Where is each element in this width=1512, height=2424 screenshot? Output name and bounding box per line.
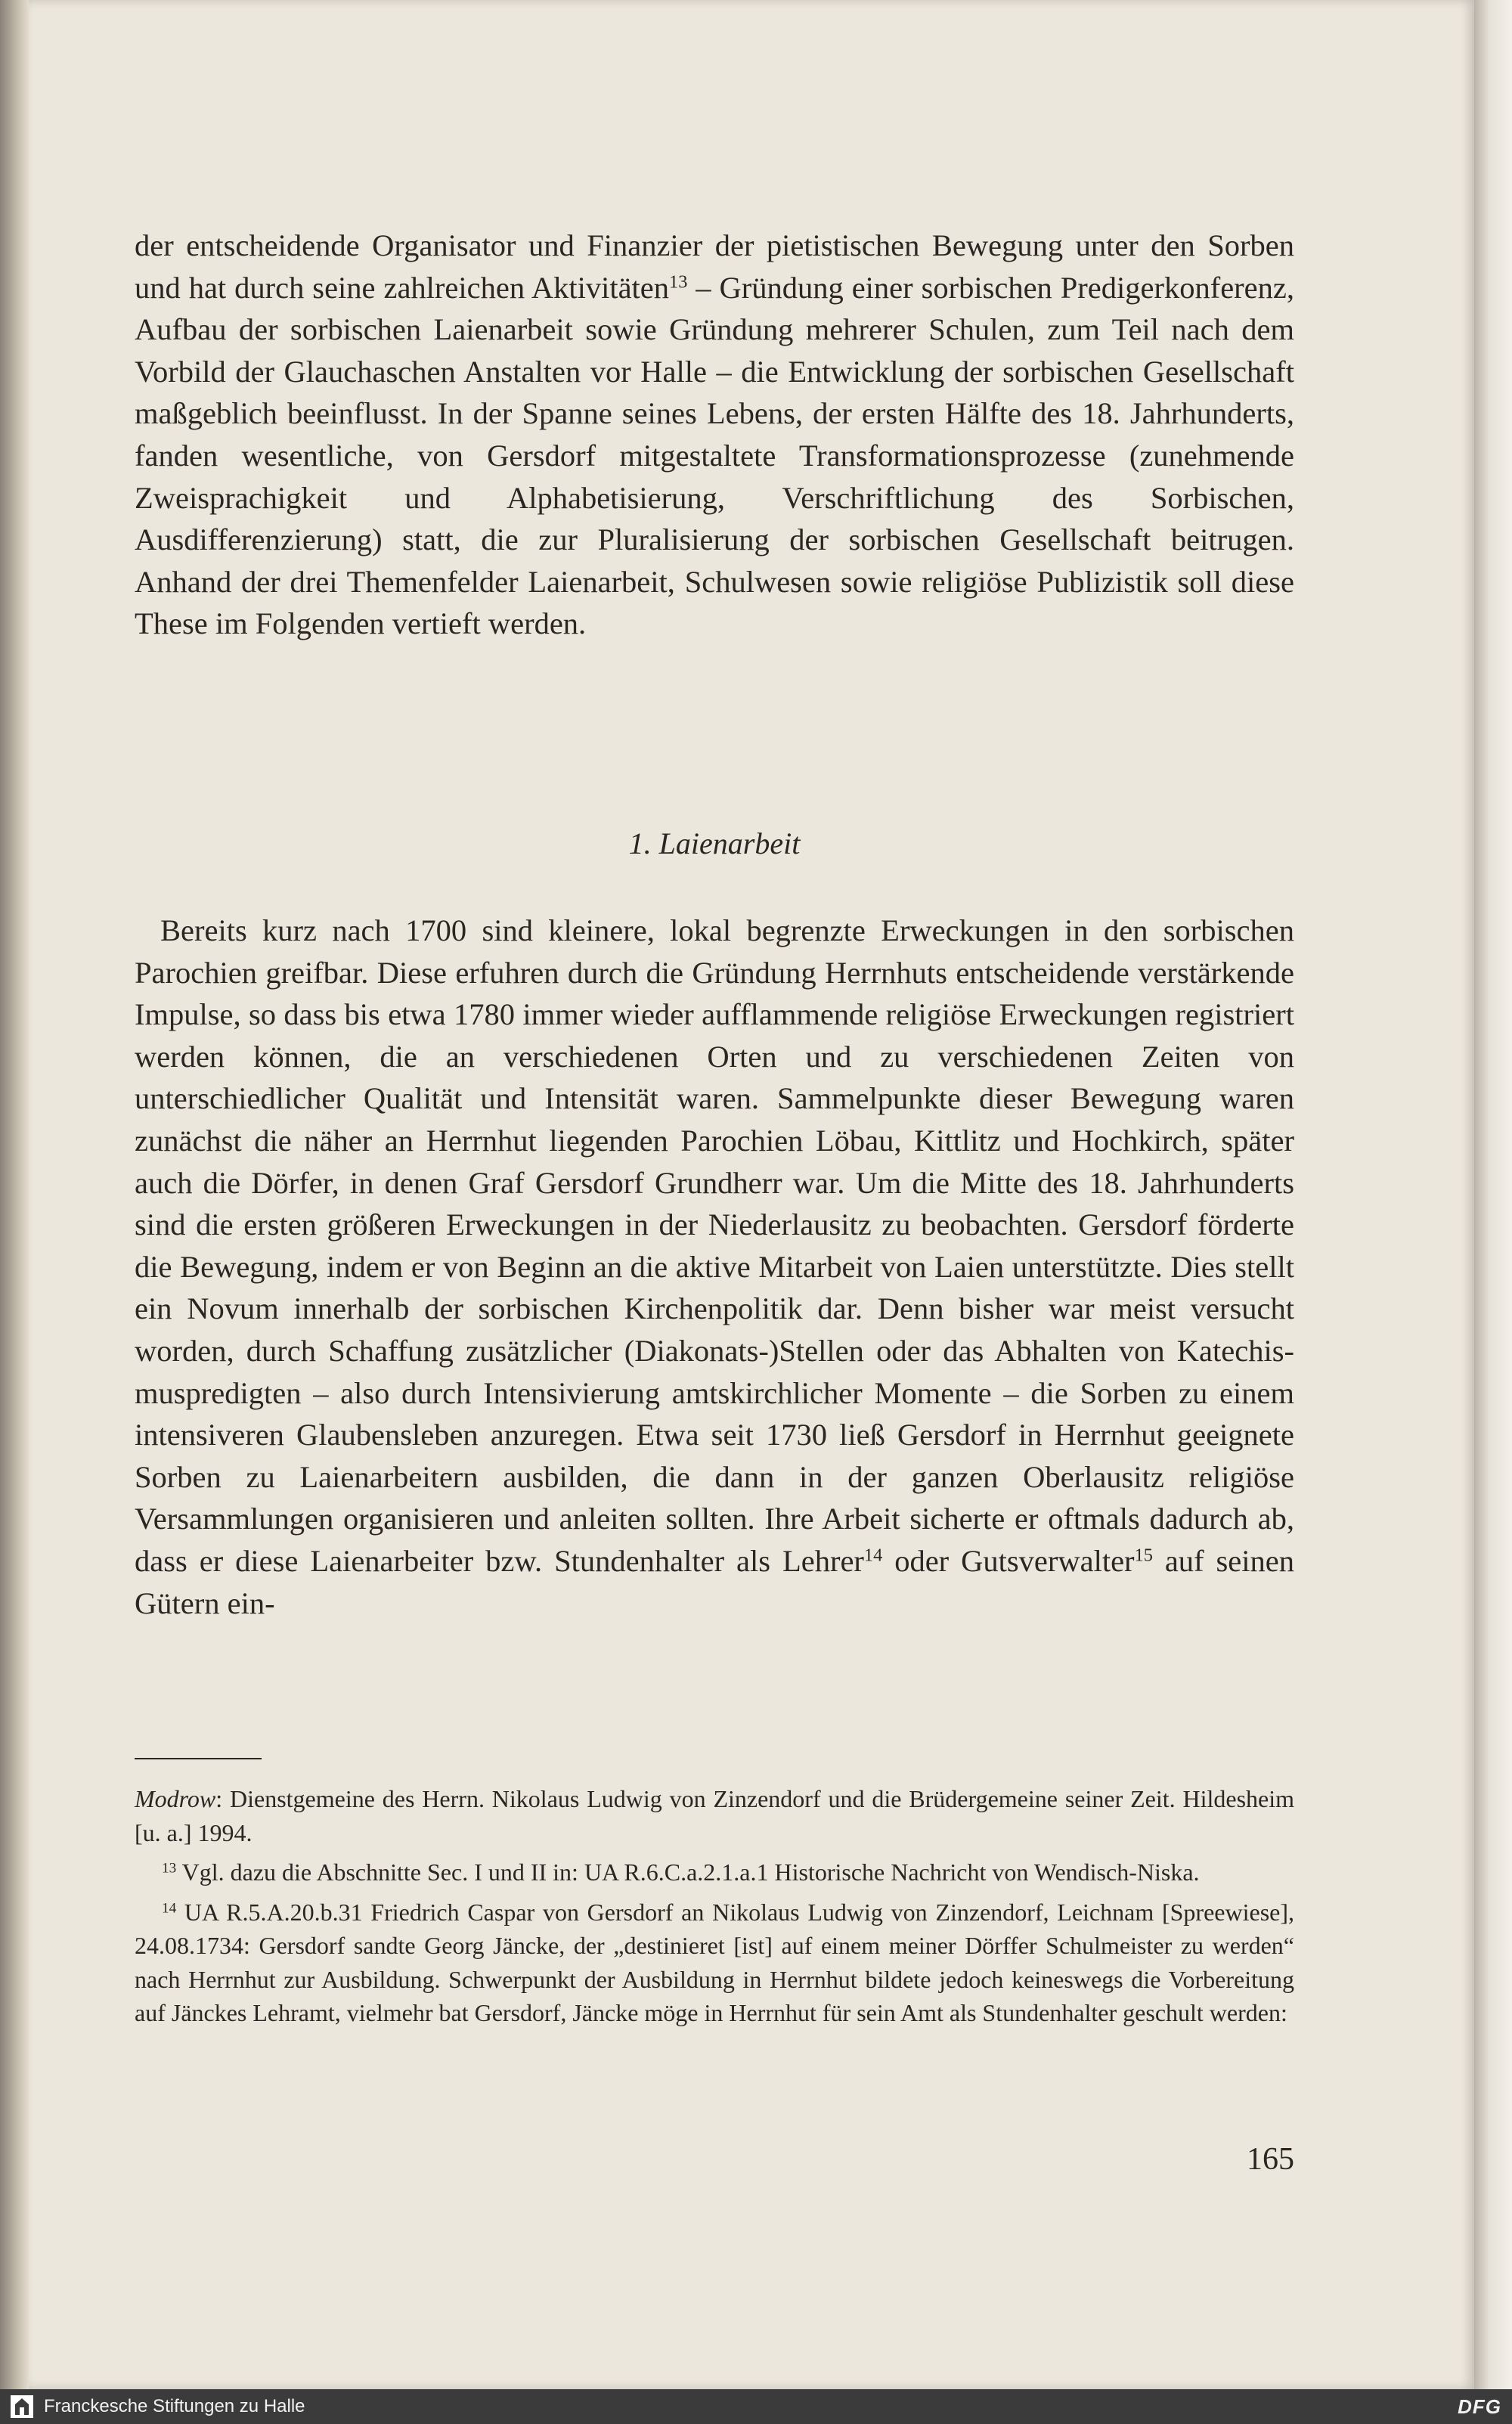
body-paragraph-1 bbox=[135, 225, 1294, 645]
page-stack-edge bbox=[1474, 0, 1512, 2389]
footnote-13-text: Vgl. dazu die Abschnitte Sec. I und II in: UA R.6.C.a.2.1.a.1 Historische Nachricht von Wendisch-Niska. bbox=[176, 1858, 1200, 1886]
adjacent-page-edge bbox=[0, 0, 29, 2389]
paragraph-2-end: auf seinen Gütern ein- bbox=[135, 1543, 1294, 1620]
footnote-continued bbox=[135, 1782, 1294, 1849]
paragraph-1-continuation: – Gründung einer sorbischen Predigerkonferenz, Aufbau der sorbischen Laienarbeit sowie Gründung mehrerer Schulen, zum Teil nach dem Vorbild der Glauchaschen Anstalten vor Halle – die Entwicklung der sorbischen Gesellschaft maßgeblich beeinflusst. In der Spanne seines Lebens, der ersten Hälfte des 18. Jahrhunderts, fanden wesentliche, von Gersdorf mitgestaltete Transformationsprozesse (zunehmende Zweisprachigkeit und Alphabetisierung, Verschriftlichung des Sorbischen, Ausdifferenzierung) statt, die zur Pluralisierung der sorbischen Gesellschaft beitrugen. Anhand der drei Themenfelder Laienarbeit, Schulwesen sowie religiöse Publizistik soll diese These im Folgenden vertieft werden. bbox=[135, 270, 1294, 641]
footnote-ref-15: 15 bbox=[1134, 1545, 1153, 1566]
footer-institution: Franckesche Stiftungen zu Halle bbox=[44, 2396, 305, 2416]
footnote-separator bbox=[135, 1758, 262, 1759]
paragraph-2-text: Bereits kurz nach 1700 sind kleinere, lokal begrenzte Erweckungen in den sorbischen Parochien greifbar. Diese erfuhren durch die Gründung Herrnhuts entscheidende verstärkende Impulse, so dass bis etwa 1780 immer wieder aufflammende religiöse Erweckungen registriert werden können, die an verschiedenen Orten und zu verschiedenen Zeiten von unterschiedlicher Qualität und Intensität waren. Sammelpunkte dieser Bewegung waren zunächst die näher an Herrnhut liegenden Parochien Löbau, Kittlitz und Hochkirch, später auch die Dörfer, in denen Graf Gersdorf Grundherr war. Um die Mitte des 18. Jahrhunderts sind die ersten größeren Erweckungen in der Niederlausitz zu beobachten. Gersdorf förderte die Bewegung, indem er von Beginn an die aktive Mitarbeit von Laien unterstützte. Dies stellt ein Novum innerhalb der sorbischen Kirchenpolitik dar. Denn bisher war meist versucht worden, durch Schaffung zusätzlicher (Diakonats-)Stellen oder das Abhalten von Katechismuspredigten – also durch Intensivierung amtskirchlicher Momente – die Sorben zu einem intensiveren Glaubensleben anzuregen. Etwa seit 1730 ließ Gersdorf in Herrnhut geeignete Sorben zu Laienarbeitern ausbilden, die dann in der ganzen Oberlausitz religiöse Versammlungen organisieren und anleiten sollten. Ihre Arbeit sicherte er oftmals dadurch ab, dass er diese Laienarbeiter bzw. Stundenhalter als Lehrer bbox=[135, 913, 1294, 1578]
body-paragraph-2 bbox=[135, 910, 1294, 1624]
footnote-14 bbox=[135, 1895, 1294, 2030]
footnote-14-text: UA R.5.A.20.b.31 Friedrich Caspar von Gersdorf an Nikolaus Ludwig von Zinzendorf, Leichnam [Spreewiese], 24.08.1734: Gersdorf sandte Georg Jäncke, der „destinieret [ist] auf einem meiner Dörffer Schulmeister zu werden“ nach Herrnhut zur Ausbildung. Schwerpunkt der Ausbildung in Herrnhut bildete jedoch keineswegs die Vorbereitung auf Jänckes Lehramt, vielmehr bat Gersdorf, Jäncke möge in Herrnhut für sein Amt als Stundenhalter geschult werden: bbox=[135, 1898, 1294, 2026]
footnote-ref-14: 14 bbox=[863, 1545, 883, 1566]
institution-logo-icon bbox=[11, 2395, 33, 2418]
footnote-13 bbox=[135, 1855, 1294, 1889]
footnote-continued-text: : Dienstgemeine des Herrn. Nikolaus Ludwig von Zinzendorf und die Brüdergemeine seiner Zeit. Hildesheim [u. a.] 1994. bbox=[135, 1785, 1294, 1846]
footnotes-block bbox=[135, 1782, 1294, 2036]
page-number: 165 bbox=[1247, 2142, 1294, 2177]
footnote-13-number: 13 bbox=[162, 1860, 177, 1877]
paragraph-2-middle: oder Gutsverwalter bbox=[882, 1543, 1135, 1578]
paragraph-1-text: der entscheidende Organisator und Finanzier der pietistischen Bewegung unter den Sorben und hat durch seine zahlreichen Aktivitäten bbox=[135, 228, 1294, 305]
dfg-logo: DFG bbox=[1458, 2395, 1501, 2418]
footnote-14-number: 14 bbox=[162, 1899, 177, 1916]
footnote-author: Modrow bbox=[135, 1785, 216, 1812]
section-heading: 1. Laienarbeit bbox=[628, 826, 801, 860]
footnote-ref-13: 13 bbox=[669, 271, 688, 293]
